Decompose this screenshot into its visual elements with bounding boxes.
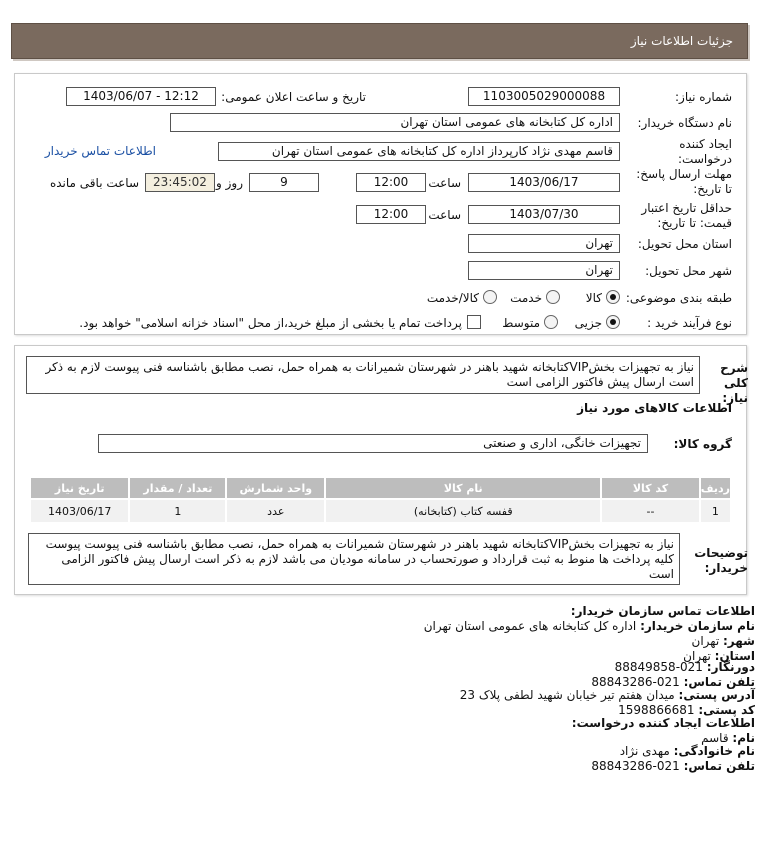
cell-row: 1 xyxy=(700,499,731,523)
city-label: شهر محل تحویل: xyxy=(645,264,732,278)
contact-fax-label: دورنگار: xyxy=(706,660,755,674)
group-field: تجهیزات خانگی، اداری و صنعتی xyxy=(98,434,648,453)
cell-qty: 1 xyxy=(129,499,226,523)
cell-unit: عدد xyxy=(226,499,325,523)
table-row xyxy=(30,499,731,523)
contact-org-row xyxy=(424,619,755,633)
process-medium-radio[interactable] xyxy=(544,315,558,329)
deadline-time-field: 12:00 xyxy=(356,173,426,192)
buyer-contact-link[interactable]: اطلاعات تماس خریدار xyxy=(44,144,156,158)
deadline-time-label: ساعت xyxy=(428,176,461,190)
goods-section-title: اطلاعات کالاهای مورد نیاز xyxy=(577,401,732,415)
group-label: گروه کالا: xyxy=(673,437,732,451)
contact-postal-row xyxy=(618,703,755,717)
validity-time-field: 12:00 xyxy=(356,205,426,224)
category-goods-radio[interactable] xyxy=(606,290,620,304)
days-label: روز و xyxy=(216,176,243,190)
creator-first-name-value: قاسم xyxy=(701,731,729,745)
deadline-date-field: 1403/06/17 xyxy=(468,173,620,192)
city-field: تهران xyxy=(468,261,620,280)
category-both-label: کالا/خدمت xyxy=(426,291,479,305)
process-minor-radio[interactable] xyxy=(606,315,620,329)
treasury-payment-note: پرداخت تمام یا بخشی از مبلغ خرید،از محل "اسناد خزانه اسلامی" خواهد بود. xyxy=(79,316,462,330)
creator-last-name-row xyxy=(620,744,755,758)
contact-city-label: شهر: xyxy=(723,634,755,648)
cell-name: قفسه کتاب (کتابخانه) xyxy=(325,499,601,523)
process-minor-label: جزیی xyxy=(574,316,602,330)
contact-city-row xyxy=(692,634,755,648)
buyer-notes-textbox: نیاز به تجهیزات بخشVIPکتابخانه شهید باهنر در شهرستان شمیرانات به همراه حمل، نصب مطابق باشناسه فنی پیوست پیوست کلیه پرداخت ها منوط به ثبت قرارداد و صورتحساب در سامانه مودیان می باشد لازم به ذکر است ارسال پیش فاکتور الزامی است xyxy=(28,533,680,585)
goods-table xyxy=(29,476,732,524)
contact-address-value: میدان هفتم تیر خیابان شهید لطفی پلاک 23 xyxy=(459,688,675,702)
validity-date-field: 1403/07/30 xyxy=(468,205,620,224)
contact-title-row xyxy=(571,604,755,618)
creator-phone-row xyxy=(591,759,755,773)
category-label: طبقه بندی موضوعی: xyxy=(625,291,732,305)
announce-field: 1403/06/07 - 12:12 xyxy=(66,87,216,106)
contact-phone-row xyxy=(591,675,755,689)
contact-org-value: اداره کل کتابخانه های عمومی استان تهران xyxy=(423,619,637,633)
creator-first-name-row xyxy=(701,731,755,745)
contact-fax-value: 021-88849858 xyxy=(614,660,703,674)
contact-org-label: نام سازمان خریدار: xyxy=(640,619,755,633)
days-field: 9 xyxy=(249,173,319,192)
process-label: نوع فرآیند خرید : xyxy=(647,316,732,330)
cell-date: 1403/06/17 xyxy=(30,499,129,523)
need-info-panel xyxy=(14,73,747,335)
contact-province-label: استان: xyxy=(714,649,755,663)
category-goods-label: کالا xyxy=(585,291,602,305)
deadline-label: مهلت ارسال پاسخ: تا تاریخ: xyxy=(636,167,732,196)
announce-label: تاریخ و ساعت اعلان عمومی: xyxy=(221,90,366,104)
creator-label: ایجاد کننده درخواست: xyxy=(678,137,732,166)
contact-title: اطلاعات تماس سازمان خریدار: xyxy=(570,604,755,618)
buyer-notes-label: توضیحات خریدار: xyxy=(694,546,748,575)
category-service-radio[interactable] xyxy=(546,290,560,304)
need-number-label: شماره نیاز: xyxy=(675,90,732,104)
contact-address-row xyxy=(460,688,755,702)
process-medium-label: متوسط xyxy=(502,316,540,330)
category-service-label: خدمت xyxy=(510,291,542,305)
creator-last-name-label: نام خانوادگی: xyxy=(673,744,755,758)
col-code: کد کالا xyxy=(601,477,700,499)
contact-city-value: تهران xyxy=(691,634,720,648)
goods-table-header xyxy=(30,477,731,499)
contact-fax-row xyxy=(615,660,755,674)
province-field: تهران xyxy=(468,234,620,253)
col-name: نام کالا xyxy=(325,477,601,499)
page-title: جزئیات اطلاعات نیاز xyxy=(630,34,733,48)
validity-time-label: ساعت xyxy=(428,208,461,222)
creator-field: قاسم مهدی نژاد کارپرداز اداره کل کتابخانه های عمومی استان تهران xyxy=(218,142,620,161)
province-label: استان محل تحویل: xyxy=(637,237,732,251)
page-header xyxy=(11,23,748,59)
creator-title: اطلاعات ایجاد کننده درخواست: xyxy=(571,716,755,730)
contact-postal-value: 1598866681 xyxy=(618,703,695,717)
remaining-label: ساعت باقی مانده xyxy=(49,176,139,190)
buyer-label: نام دستگاه خریدار: xyxy=(637,116,732,130)
validity-label: حداقل تاریخ اعتبار قیمت: تا تاریخ: xyxy=(641,201,732,230)
col-row: ردیف xyxy=(700,477,731,499)
summary-label: شرح کلی نیاز: xyxy=(720,361,748,405)
category-both-radio[interactable] xyxy=(483,290,497,304)
contact-phone-label: تلفن تماس: xyxy=(683,675,755,689)
contact-phone-value: 021-88843286 xyxy=(591,675,680,689)
contact-province-value: تهران xyxy=(683,649,711,663)
col-date: تاریخ نیاز xyxy=(30,477,129,499)
creator-title-row xyxy=(572,716,755,730)
remaining-time-field: 23:45:02 xyxy=(145,173,215,192)
need-number-field: 1103005029000088 xyxy=(468,87,620,106)
summary-textbox: نیاز به تجهیزات بخشVIPکتابخانه شهید باهنر در شهرستان شمیرانات به همراه حمل، نصب مطابق باشناسه فنی پیوست لازم به ذکر است ارسال پیش فاکتور الزامی است xyxy=(26,356,700,394)
col-unit: واحد شمارش xyxy=(226,477,325,499)
creator-first-name-label: نام: xyxy=(732,731,755,745)
contact-postal-label: کد پستی: xyxy=(698,703,755,717)
creator-phone-label: تلفن تماس: xyxy=(683,759,755,773)
treasury-payment-checkbox[interactable] xyxy=(467,315,481,329)
creator-last-name-value: مهدی نژاد xyxy=(619,744,670,758)
cell-code: -- xyxy=(601,499,700,523)
buyer-field: اداره کل کتابخانه های عمومی استان تهران xyxy=(170,113,620,132)
creator-phone-value: 021-88843286 xyxy=(591,759,680,773)
contact-address-label: آدرس پستی: xyxy=(678,688,755,702)
col-qty: تعداد / مقدار xyxy=(129,477,226,499)
